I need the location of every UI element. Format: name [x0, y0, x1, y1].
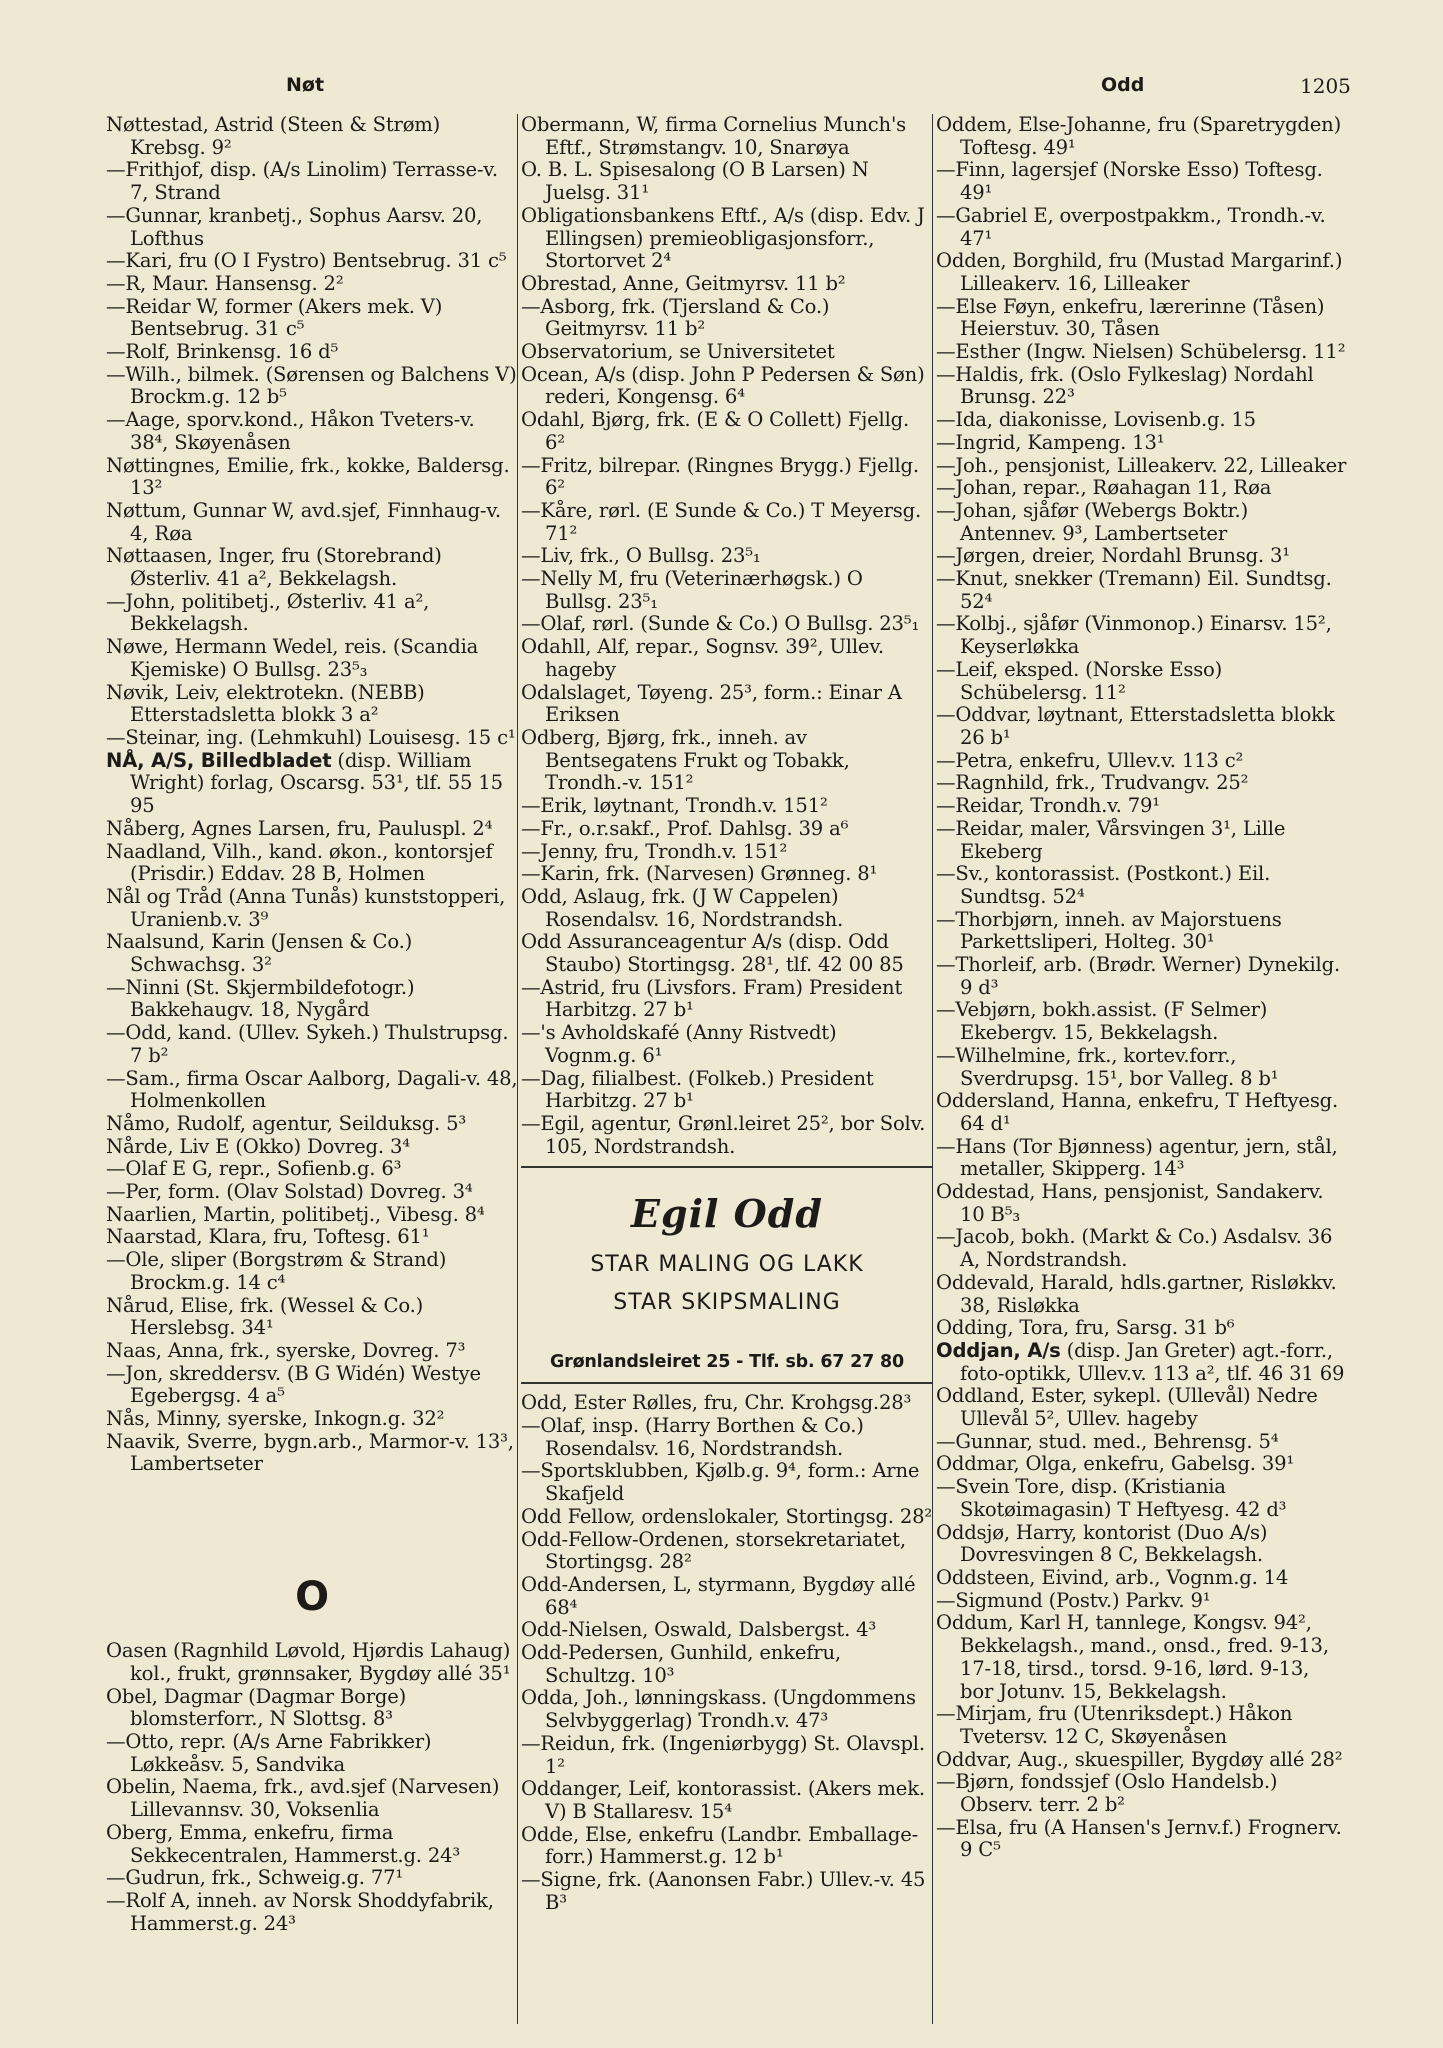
entry-list — [936, 114, 1348, 1340]
list-item: Oddevald, Harald, hdls.gartner, Risløkkv. 38, Risløkka — [936, 1270, 1337, 1317]
list-item: —Sportsklubben, Kjølb.g. 9⁴, form.: Arne Skafjeld — [521, 1459, 920, 1506]
list-item: Nøttaasen, Inger, fru (Storebrand) Østerliv. 41 a², Bekkelagsh. — [106, 544, 442, 591]
column-2 — [521, 114, 933, 1915]
list-item: Ocean, A/s (disp. John P Pedersen & Søn) rederi, Kongensg. 6⁴ — [521, 362, 925, 409]
list-item: —Gunnar, kranbetj., Sophus Aarsv. 20, Lofthus — [106, 203, 483, 250]
list-item: —Steinar, ing. (Lehmkuhl) Louisesg. 15 c¹ — [106, 725, 516, 749]
list-item: —Erik, løytnant, Trondh.v. 151² — [521, 794, 828, 818]
list-item: Nårde, Liv E (Okko) Dovreg. 3⁴ — [106, 1134, 410, 1158]
list-item: Odalslaget, Tøyeng. 25³, form.: Einar A Eriksen — [521, 680, 902, 727]
running-head-left: Nøt — [286, 74, 325, 96]
list-item: Obelin, Naema, frk., avd.sjef (Narvesen) Lillevannsv. 30, Voksenlia — [106, 1775, 500, 1822]
list-item: Oberg, Emma, enkefru, firma Sekkecentralen, Hammerst.g. 24³ — [106, 1820, 461, 1867]
list-item: —Reidar, maler, Vårsvingen 3¹, Lille Ekeberg — [936, 816, 1286, 863]
list-item: —Kolbj., sjåfør (Vinmonop.) Einarsv. 15², Keyserløkka — [936, 612, 1332, 659]
list-item: Oddsteen, Eivind, arb., Vognm.g. 14 — [936, 1566, 1289, 1589]
list-item: —Vebjørn, bokh.assist. (F Selmer) Ekebergv. 15, Bekkelagsh. — [936, 998, 1268, 1045]
list-item: —Signe, frk. (Aanonsen Fabr.) Ullev.-v. 45 B³ — [521, 1868, 926, 1914]
list-item: —Kari, fru (O I Fystro) Bentsebrug. 31 c⁵ — [106, 249, 507, 273]
list-item: Odde, Else, enkefru (Landbr. Emballage-forr.) Hammerst.g. 12 b¹ — [521, 1822, 919, 1869]
list-item: Odden, Borghild, fru (Mustad Margarinf.) Lilleakerv. 16, Lilleaker — [936, 249, 1343, 295]
list-item: —Frithjof, disp. (A/s Linolim) Terrasse-v. 7, Strand — [106, 158, 498, 205]
list-item: —Jon, skreddersv. (B G Widén) Westye Egebergsg. 4 a⁵ — [106, 1361, 481, 1408]
list-item: Nøttingnes, Emilie, frk., kokke, Baldersg. 13² — [106, 453, 510, 500]
list-item: —Karin, frk. (Narvesen) Grønneg. 8¹ — [521, 862, 878, 886]
list-item: Naas, Anna, frk., syerske, Dovreg. 7³ — [106, 1338, 466, 1362]
list-item: Observatorium, se Universitetet — [521, 340, 835, 364]
ad-top-rule — [521, 1166, 933, 1168]
list-item: —Esther (Ingw. Nielsen) Schübelersg. 11² — [936, 340, 1346, 364]
list-item: —Astrid, fru (Livsfors. Fram) President Harbitzg. 27 b¹ — [521, 975, 903, 1022]
list-item: Nårud, Elise, frk. (Wessel & Co.) Herslebsg. 34¹ — [106, 1293, 424, 1340]
ad-line-2: STAR SKIPSMALING — [613, 1290, 841, 1316]
list-item: Odd Fellow, ordenslokaler, Stortingsg. 28² — [521, 1504, 933, 1528]
list-item: —Egil, agentur, Grønl.leiret 25², bor Solv. 105, Nordstrandsh. — [521, 1111, 926, 1158]
list-item: Odda, Joh., lønningskass. (Ungdommens Selvbyggerlag) Trondh.v. 47³ — [521, 1686, 916, 1733]
list-item: Naalsund, Karin (Jensen & Co.) Schwachsg. 3² — [106, 930, 413, 977]
list-item: —Gabriel E, overpostpakkm., Trondh.-v. 47¹ — [936, 203, 1326, 250]
running-head-middle: Odd — [1101, 74, 1145, 96]
list-item: —Wilh., bilmek. (Sørensen og Balchens V) Brockm.g. 12 b⁵ — [106, 362, 517, 409]
ad-bottom-rule — [521, 1382, 933, 1384]
list-item: —Hans (Tor Bjønness) agentur, jern, stål, metaller, Skipperg. 14³ — [936, 1134, 1338, 1181]
list-item: —Gudrun, frk., Schweig.g. 77¹ — [106, 1866, 404, 1890]
list-item: —Liv, frk., O Bullsg. 23⁵₁ — [521, 544, 761, 568]
list-item: —Reidar W, former (Akers mek. V) Bentsebrug. 31 c⁵ — [106, 294, 443, 341]
list-item: Oasen (Ragnhild Løvold, Hjørdis Lahaug) kol., frukt, grønnsaker, Bygdøy allé 35¹ — [106, 1639, 511, 1685]
list-item: Oddland, Ester, sykepl. (Ullevål) Nedre Ullevål 5², Ullev. hageby — [936, 1384, 1318, 1431]
list-item: —Finn, lagersjef (Norske Esso) Toftesg. 49¹ — [936, 158, 1323, 205]
list-item: —Aage, sporv.kond., Håkon Tveters-v. 38⁴, Skøyenåsen — [106, 408, 475, 454]
entry-list — [106, 114, 518, 750]
list-item: Obligationsbankens Eftf., A/s (disp. Edv. J Ellingsen) premieobligasjonsforr., Stortorvet 2⁴ — [521, 203, 925, 273]
list-item: —Ragnhild, frk., Trudvangv. 25² — [936, 771, 1249, 795]
list-item: Odd, Aslaug, frk. (J W Cappelen) Rosendalsv. 16, Nordstrandsh. — [521, 884, 844, 931]
list-item: Obel, Dagmar (Dagmar Borge) blomsterforr., N Slottsg. 8³ — [106, 1684, 407, 1731]
list-item: —Johan, repar., Røahagan 11, Røa — [936, 476, 1272, 500]
list-item: —Bjørn, fondssjef (Oslo Handelsb.) Observ. terr. 2 b² — [936, 1770, 1278, 1817]
list-item: —Sam., firma Oscar Aalborg, Dagali-v. 48, Holmenkollen — [106, 1066, 518, 1113]
list-item: Odding, Tora, fru, Sarsg. 31 b⁶ — [936, 1316, 1235, 1340]
list-item: Odahl, Bjørg, frk. (E & O Collett) Fjellg. 6² — [521, 408, 910, 454]
list-item: —Olaf, insp. (Harry Borthen & Co.) Rosendalsv. 16, Nordstrandsh. — [521, 1414, 864, 1460]
list-item: Oddjan, A/s (disp. Jan Greter) agt.-forr., foto-optikk, Ullev.v. 113 a², tlf. 46 31 69 — [936, 1338, 1345, 1385]
list-item: Odd-Fellow-Ordenen, storsekretariatet, Stortingsg. 28² — [521, 1527, 906, 1574]
list-item: Odd, Ester Rølles, fru, Chr. Krohgsg.28³ — [521, 1391, 912, 1415]
entry-list — [521, 1392, 933, 1914]
list-item: Oddvar, Aug., skuespiller, Bygdøy allé 28² — [936, 1747, 1343, 1771]
list-item: —Olaf E G, repr., Sofienb.g. 6³ — [106, 1157, 402, 1181]
list-item: Obermann, W, firma Cornelius Munch's Eftf., Strømstangv. 10, Snarøya — [521, 113, 907, 159]
entry-list — [106, 1640, 518, 1935]
section-letter: O — [295, 1574, 329, 1621]
list-item: Odd Assuranceagentur A/s (disp. Odd Staubo) Stortingsg. 28¹, tlf. 42 00 85 — [521, 930, 904, 977]
list-item: —Elsa, fru (A Hansen's Jernv.f.) Frognerv. 9 C⁵ — [936, 1815, 1342, 1862]
list-item: —Olaf, rørl. (Sunde & Co.) O Bullsg. 23⁵₁ — [521, 612, 920, 636]
list-item: —Rolf A, inneh. av Norsk Shoddyfabrik, Hammerst.g. 24³ — [106, 1888, 494, 1935]
list-item: —Else Føyn, enkefru, lærerinne (Tåsen) Heierstuv. 30, Tåsen — [936, 294, 1325, 341]
list-item: —Joh., pensjonist, Lilleakerv. 22, Lilleaker — [936, 453, 1347, 477]
list-item: —Petra, enkefru, Ullev.v. 113 c² — [936, 748, 1244, 772]
list-item: —Wilhelmine, frk., kortev.forr., Sverdrupsg. 15¹, bor Valleg. 8 b¹ — [936, 1043, 1279, 1090]
entry-list — [521, 114, 933, 1158]
list-item: Obrestad, Anne, Geitmyrsv. 11 b² — [521, 271, 846, 295]
list-item: —Reidun, frk. (Ingeniørbygg) St. Olavspl. 1² — [521, 1731, 925, 1778]
list-item: —Sv., kontorassist. (Postkont.) Eil. Sundtsg. 52⁴ — [936, 862, 1271, 908]
advertisement — [521, 1168, 933, 1382]
list-item: —Kåre, rørl. (E Sunde & Co.) T Meyersg. 71² — [521, 498, 922, 545]
entry-list — [106, 818, 518, 1476]
list-item: O. B. L. Spisesalong (O B Larsen) N Juelsg. 31¹ — [521, 158, 869, 205]
list-item: Oddem, Else-Johanne, fru (Sparetrygden) Toftesg. 49¹ — [936, 113, 1342, 159]
list-item: —Oddvar, løytnant, Etterstadsletta blokk 26 b¹ — [936, 703, 1335, 749]
list-item: Naarstad, Klara, fru, Toftesg. 61¹ — [106, 1225, 430, 1249]
list-item: —Johan, sjåfør (Webergs Boktr.) Antennev. 9³, Lambertseter — [936, 498, 1249, 545]
list-item: Naavik, Sverre, bygn.arb., Marmor-v. 13³, Lambertseter — [106, 1429, 514, 1476]
list-item: Odahll, Alf, repar., Sognsv. 39², Ullev. hageby — [521, 635, 884, 681]
list-item: Oddanger, Leif, kontorassist. (Akers mek. V) B Stallaresv. 15⁴ — [521, 1777, 925, 1823]
list-item: —Dag, filialbest. (Folkeb.) President Harbitzg. 27 b¹ — [521, 1066, 874, 1113]
list-item: Nåberg, Agnes Larsen, fru, Pauluspl. 2⁴ — [106, 816, 493, 840]
list-item: Nås, Minny, syerske, Inkogn.g. 32² — [106, 1407, 445, 1431]
list-item: —Thorbjørn, inneh. av Majorstuens Parkettsliperi, Holteg. 30¹ — [936, 907, 1282, 954]
list-item: —Fr., o.r.sakf., Prof. Dahlsg. 39 a⁶ — [521, 816, 849, 840]
bold-firm-name: Oddjan, A/s — [936, 1338, 1061, 1362]
list-item: Nøwe, Hermann Wedel, reis. (Scandia Kjemiske) O Bullsg. 23⁵₃ — [106, 635, 479, 681]
list-item: —Odd, kand. (Ullev. Sykeh.) Thulstrupsg. 7 b² — [106, 1021, 509, 1067]
list-item: —Nelly M, fru (Veterinærhøgsk.) O Bullsg. 23⁵₁ — [521, 567, 863, 613]
ad-title: Egil Odd — [631, 1191, 823, 1237]
list-item: —Per, form. (Olav Solstad) Dovreg. 3⁴ — [106, 1180, 473, 1204]
list-item: —John, politibetj., Østerliv. 41 a², Bekkelagsh. — [106, 589, 430, 636]
list-item: —Svein Tore, disp. (Kristiania Skotøimagasin) T Heftyesg. 42 d³ — [936, 1475, 1287, 1521]
list-item: —Jenny, fru, Trondh.v. 151² — [521, 839, 788, 863]
list-item: —Knut, snekker (Tremann) Eil. Sundtsg. 52⁴ — [936, 567, 1332, 613]
entry-list — [936, 1385, 1348, 1862]
list-item: —Otto, repr. (A/s Arne Fabrikker) Løkkeåsv. 5, Sandvika — [106, 1730, 432, 1776]
ad-address: Grønlandsleiret 25 - Tlf. sb. 67 27 80 — [550, 1352, 904, 1373]
list-item: Oddum, Karl H, tannlege, Kongsv. 94², Bekkelagsh., mand., onsd., fred. 9-13, 17-18, tirsd., torsd. 9-16, lørd. 9-13, bor Jotunv. 15, Bekkelagsh. — [936, 1611, 1329, 1703]
list-item: —Reidar, Trondh.v. 79¹ — [936, 794, 1160, 818]
list-item: Naadland, Vilh., kand. økon., kontorsjef (Prisdir.) Eddav. 28 B, Holmen — [106, 839, 493, 886]
list-item: —Jacob, bokh. (Markt & Co.) Asdalsv. 36 A, Nordstrandsh. — [936, 1225, 1333, 1272]
list-item: —Fritz, bilrepar. (Ringnes Brygg.) Fjellg. 6² — [521, 453, 919, 500]
list-item: Odd-Pedersen, Gunhild, enkefru, Schultzg. 10³ — [521, 1641, 841, 1687]
list-item: —Gunnar, stud. med., Behrensg. 5⁴ — [936, 1429, 1279, 1453]
list-item: —Ninni (St. Skjermbildefotogr.) Bakkehaugv. 18, Nygård — [106, 975, 415, 1022]
list-item: —Sigmund (Postv.) Parkv. 9¹ — [936, 1588, 1211, 1612]
list-item: Oddsjø, Harry, kontorist (Duo A/s) Dovresvingen 8 C, Bekkelagsh. — [936, 1520, 1268, 1567]
list-item: —Ida, diakonisse, Lovisenb.g. 15 — [936, 408, 1256, 432]
column-3 — [936, 114, 1348, 1862]
list-item: —Thorleif, arb. (Brødr. Werner) Dynekilg. 9 d³ — [936, 953, 1340, 999]
list-item: Odd-Nielsen, Oswald, Dalsbergst. 4³ — [521, 1618, 877, 1642]
list-item: Nål og Tråd (Anna Tunås) kunststopperi, Uranienb.v. 3⁹ — [106, 884, 506, 931]
list-item: Odd-Andersen, L, styrmann, Bygdøy allé 68⁴ — [521, 1572, 916, 1619]
list-item: —Haldis, frk. (Oslo Fylkeslag) Nordahl Brunsg. 22³ — [936, 362, 1314, 409]
list-item: Nøvik, Leiv, elektrotekn. (NEBB) Etterstadsletta blokk 3 a² — [106, 680, 425, 727]
list-item: —Rolf, Brinkensg. 16 d⁵ — [106, 340, 339, 364]
bold-firm-name: NÅ, A/S, Billedbladet — [106, 748, 332, 772]
list-item: Odberg, Bjørg, frk., inneh. av Bentsegatens Frukt og Tobakk, Trondh.-v. 151² — [521, 725, 850, 795]
list-item: NÅ, A/S, Billedbladet (disp. William Wright) forlag, Oscarsg. 53¹, tlf. 55 15 95 — [106, 748, 503, 818]
list-item: Nåmo, Rudolf, agentur, Seilduksg. 5³ — [106, 1111, 467, 1135]
column-1 — [106, 114, 518, 1935]
list-item: —Mirjam, fru (Utenriksdept.) Håkon Tvetersv. 12 C, Skøyenåsen — [936, 1702, 1293, 1748]
list-item: Nøttum, Gunnar W, avd.sjef, Finnhaug-v. 4, Røa — [106, 498, 501, 545]
list-item: Oddestad, Hans, pensjonist, Sandakerv. 10 B⁵₃ — [936, 1180, 1324, 1226]
list-item: Oddersland, Hanna, enkefru, T Heftyesg. 64 d¹ — [936, 1089, 1339, 1135]
list-item: —Asborg, frk. (Tjersland & Co.) Geitmyrsv. 11 b² — [521, 294, 830, 341]
list-item: Oddmar, Olga, enkefru, Gabelsg. 39¹ — [936, 1452, 1295, 1476]
list-item: —'s Avholdskafé (Anny Ristvedt) Vognm.g. 6¹ — [521, 1021, 837, 1067]
list-item: —Ole, sliper (Borgstrøm & Strand) Brockm.g. 14 c⁴ — [106, 1248, 447, 1294]
list-item: —Jørgen, dreier, Nordahl Brunsg. 3¹ — [936, 544, 1290, 568]
list-item: —Leif, eksped. (Norske Esso) Schübelersg. 11² — [936, 657, 1223, 704]
list-item: Naarlien, Martin, politibetj., Vibesg. 8⁴ — [106, 1202, 485, 1226]
list-item: Nøttestad, Astrid (Steen & Strøm) Krebsg. 9² — [106, 113, 441, 159]
list-item: —R, Maur. Hansensg. 2² — [106, 271, 344, 295]
list-item: —Ingrid, Kampeng. 13¹ — [936, 430, 1165, 454]
page-number: 1205 — [1300, 74, 1351, 98]
ad-line-1: STAR MALING OG LAKK — [590, 1252, 864, 1278]
